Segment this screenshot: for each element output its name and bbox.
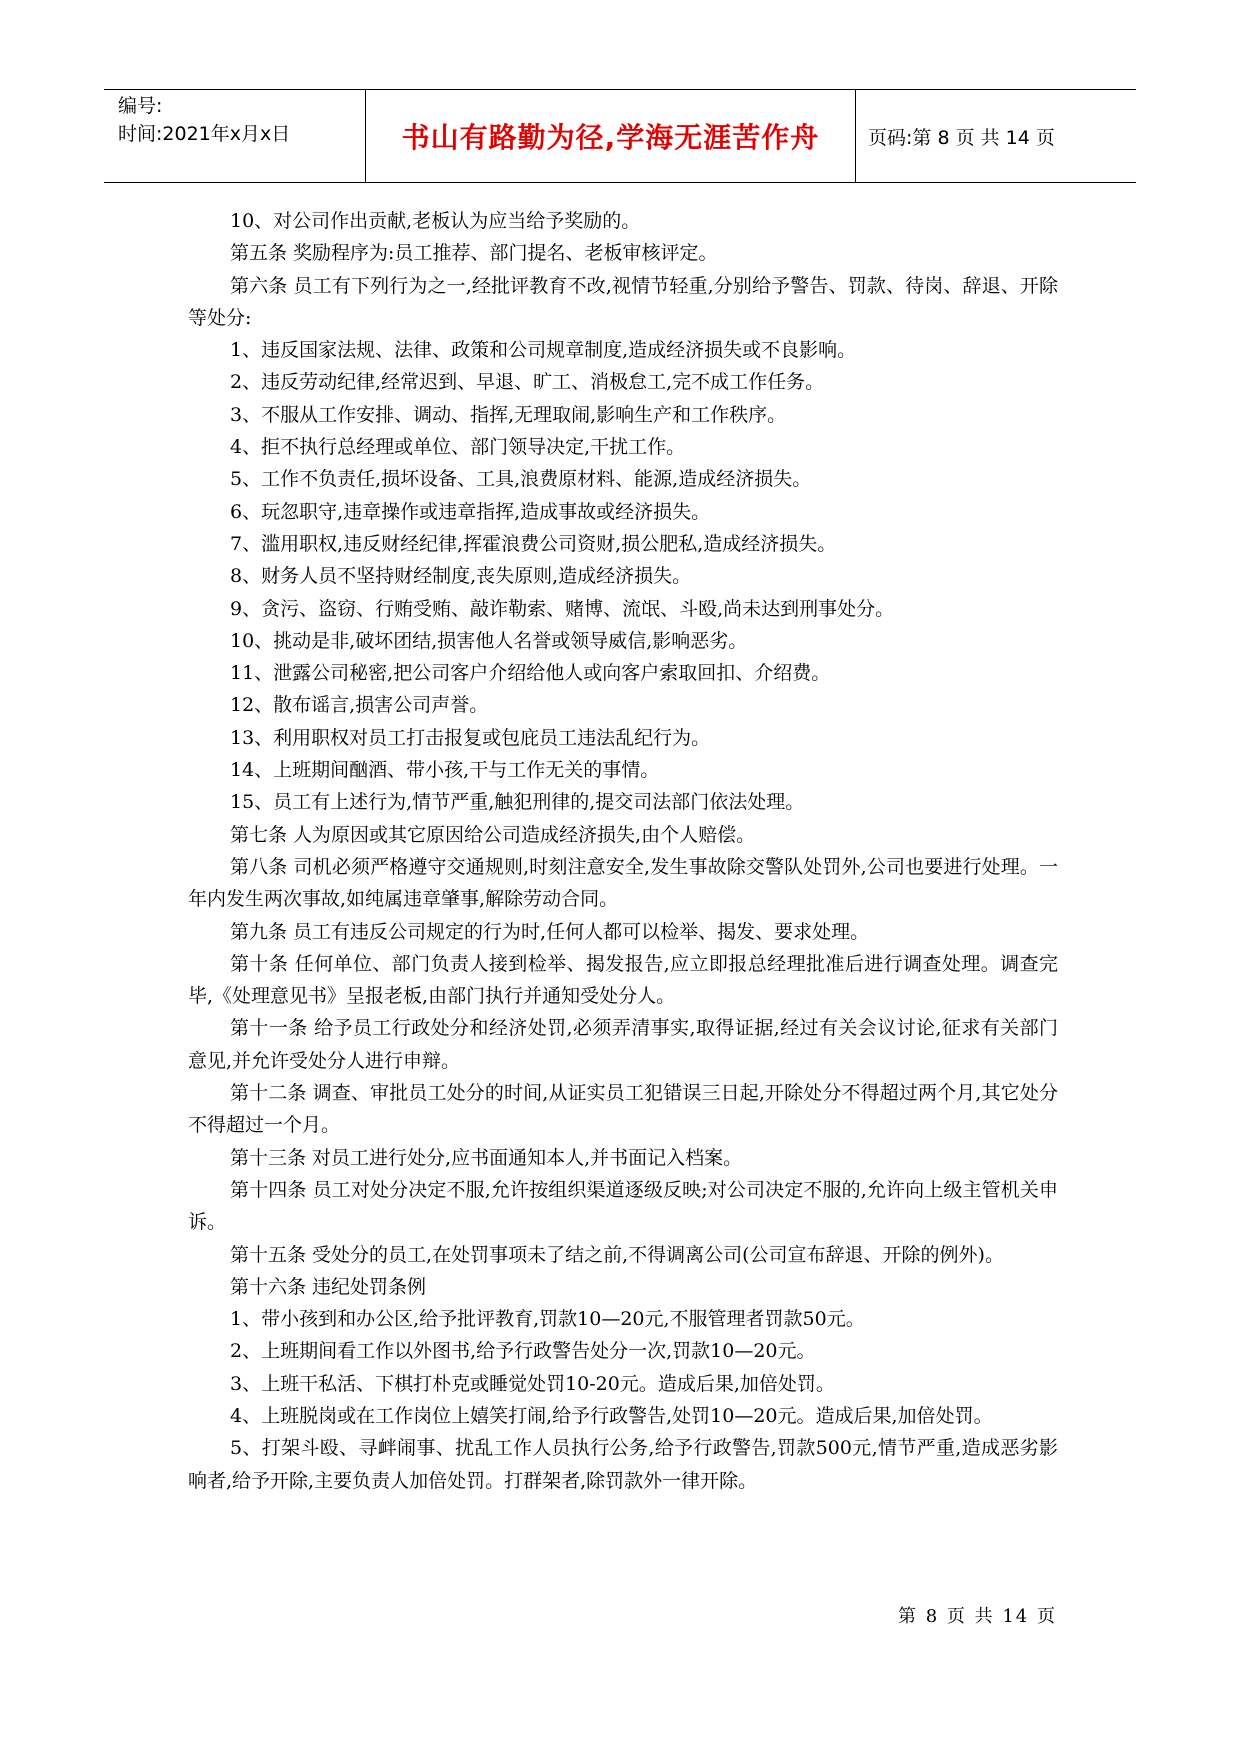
header-page-cell	[856, 90, 1136, 182]
paragraph: 第十四条 员工对处分决定不服,允许按组织渠道逐级反映;对公司决定不服的,允许向上级主管机关申诉。	[188, 1178, 1058, 1234]
paragraph: 第六条 员工有下列行为之一,经批评教育不改,视情节轻重,分别给予警告、罚款、待岗、辞退、开除等处分:	[188, 274, 1058, 329]
header-meta-cell	[104, 90, 366, 182]
list-item: 13、利用职权对员工打击报复或包庇员工违法乱纪行为。	[230, 726, 711, 749]
list-item: 6、玩忽职守,违章操作或违章指挥,造成事故或经济损失。	[230, 500, 711, 523]
list-item: 3、上班干私活、下棋打朴克或睡觉处罚10-20元。造成后果,加倍处罚。	[230, 1372, 835, 1395]
header-motto: 书山有路勤为径,学海无涯苦作舟	[401, 121, 820, 154]
list-item: 3、不服从工作安排、调动、指挥,无理取闹,影响生产和工作秩序。	[230, 403, 787, 426]
paragraph: 第七条 人为原因或其它原因给公司造成经济损失,由个人赔偿。	[230, 823, 756, 846]
paragraph: 10、对公司作出贡献,老板认为应当给予奖励的。	[230, 210, 641, 232]
list-item: 2、上班期间看工作以外图书,给予行政警告处分一次,罚款10—20元。	[230, 1340, 816, 1363]
header-motto-cell	[366, 90, 856, 182]
list-item: 7、滥用职权,违反财经纪律,挥霍浪费公司资财,损公肥私,造成经济损失。	[230, 532, 837, 555]
list-item: 1、违反国家法规、法律、政策和公司规章制度,造成经济损失或不良影响。	[230, 339, 857, 362]
list-item: 2、违反劳动纪律,经常迟到、早退、旷工、消极怠工,完不成工作任务。	[230, 371, 825, 394]
document-time-label: 时间:2021年x月x日	[118, 123, 291, 145]
page-header	[104, 89, 1136, 183]
paragraph: 第十一条 给予员工行政处分和经济处罚,必须弄清事实,取得证据,经过有关会议讨论,征求有关部门意见,并允许受处分人进行申辩。	[188, 1017, 1058, 1072]
page-footer: 第 8 页 共 14 页	[898, 1606, 1057, 1627]
list-item: 8、财务人员不坚持财经制度,丧失原则,造成经济损失。	[230, 565, 692, 588]
list-item: 5、打架斗殴、寻衅闹事、扰乱工作人员执行公务,给予行政警告,罚款500元,情节严重,造成恶劣影响者,给予开除,主要负责人加倍处罚。打群架者,除罚款外一律开除。	[188, 1437, 1058, 1492]
paragraph: 第九条 员工有违反公司规定的行为时,任何人都可以检举、揭发、要求处理。	[230, 920, 870, 943]
list-item: 1、带小孩到和办公区,给予批评教育,罚款10—20元,不服管理者罚款50元。	[230, 1308, 865, 1331]
list-item: 9、贪污、盗窃、行贿受贿、敲诈勒索、赌博、流氓、斗殴,尚未达到刑事处分。	[230, 597, 895, 620]
paragraph: 第五条 奖励程序为:员工推荐、部门提名、老板审核评定。	[230, 242, 718, 265]
header-page-label: 页码:第 8 页 共 14 页	[868, 126, 1055, 149]
paragraph: 第十条 任何单位、部门负责人接到检举、揭发报告,应立即报总经理批准后进行调查处理。调查完毕,《处理意见书》呈报老板,由部门执行并通知受处分人。	[188, 952, 1058, 1008]
paragraph: 第八条 司机必须严格遵守交通规则,时刻注意安全,发生事故除交警队处罚外,公司也要进行处理。一年内发生两次事故,如纯属违章肇事,解除劳动合同。	[188, 855, 1058, 911]
paragraph: 第十二条 调查、审批员工处分的时间,从证实员工犯错误三日起,开除处分不得超过两个月,其它处分不得超过一个月。	[188, 1082, 1058, 1137]
paragraph: 第十三条 对员工进行处分,应书面通知本人,并书面记入档案。	[230, 1146, 743, 1169]
paragraph: 第十五条 受处分的员工,在处罚事项未了结之前,不得调离公司(公司宣布辞退、开除的例外)。	[230, 1243, 1004, 1266]
list-item: 12、散布谣言,损害公司声誉。	[230, 694, 489, 717]
list-item: 15、员工有上述行为,情节严重,触犯刑律的,提交司法部门依法处理。	[230, 791, 805, 814]
section-heading: 第十六条 违纪处罚条例	[230, 1275, 427, 1298]
document-number-label: 编号:	[118, 95, 163, 117]
list-item: 5、工作不负责任,损坏设备、工具,浪费原材料、能源,造成经济损失。	[230, 468, 812, 491]
list-item: 4、拒不执行总经理或单位、部门领导决定,干扰工作。	[230, 436, 686, 459]
list-item: 11、泄露公司秘密,把公司客户介绍给他人或向客户索取回扣、介绍费。	[230, 662, 831, 685]
document-body	[188, 205, 1058, 1497]
list-item: 10、挑动是非,破坏团结,损害他人名誉或领导威信,影响恶劣。	[230, 629, 748, 652]
list-item: 4、上班脱岗或在工作岗位上嬉笑打闹,给予行政警告,处罚10—20元。造成后果,加倍处罚。	[230, 1404, 993, 1427]
list-item: 14、上班期间酗酒、带小孩,干与工作无关的事情。	[230, 759, 660, 782]
